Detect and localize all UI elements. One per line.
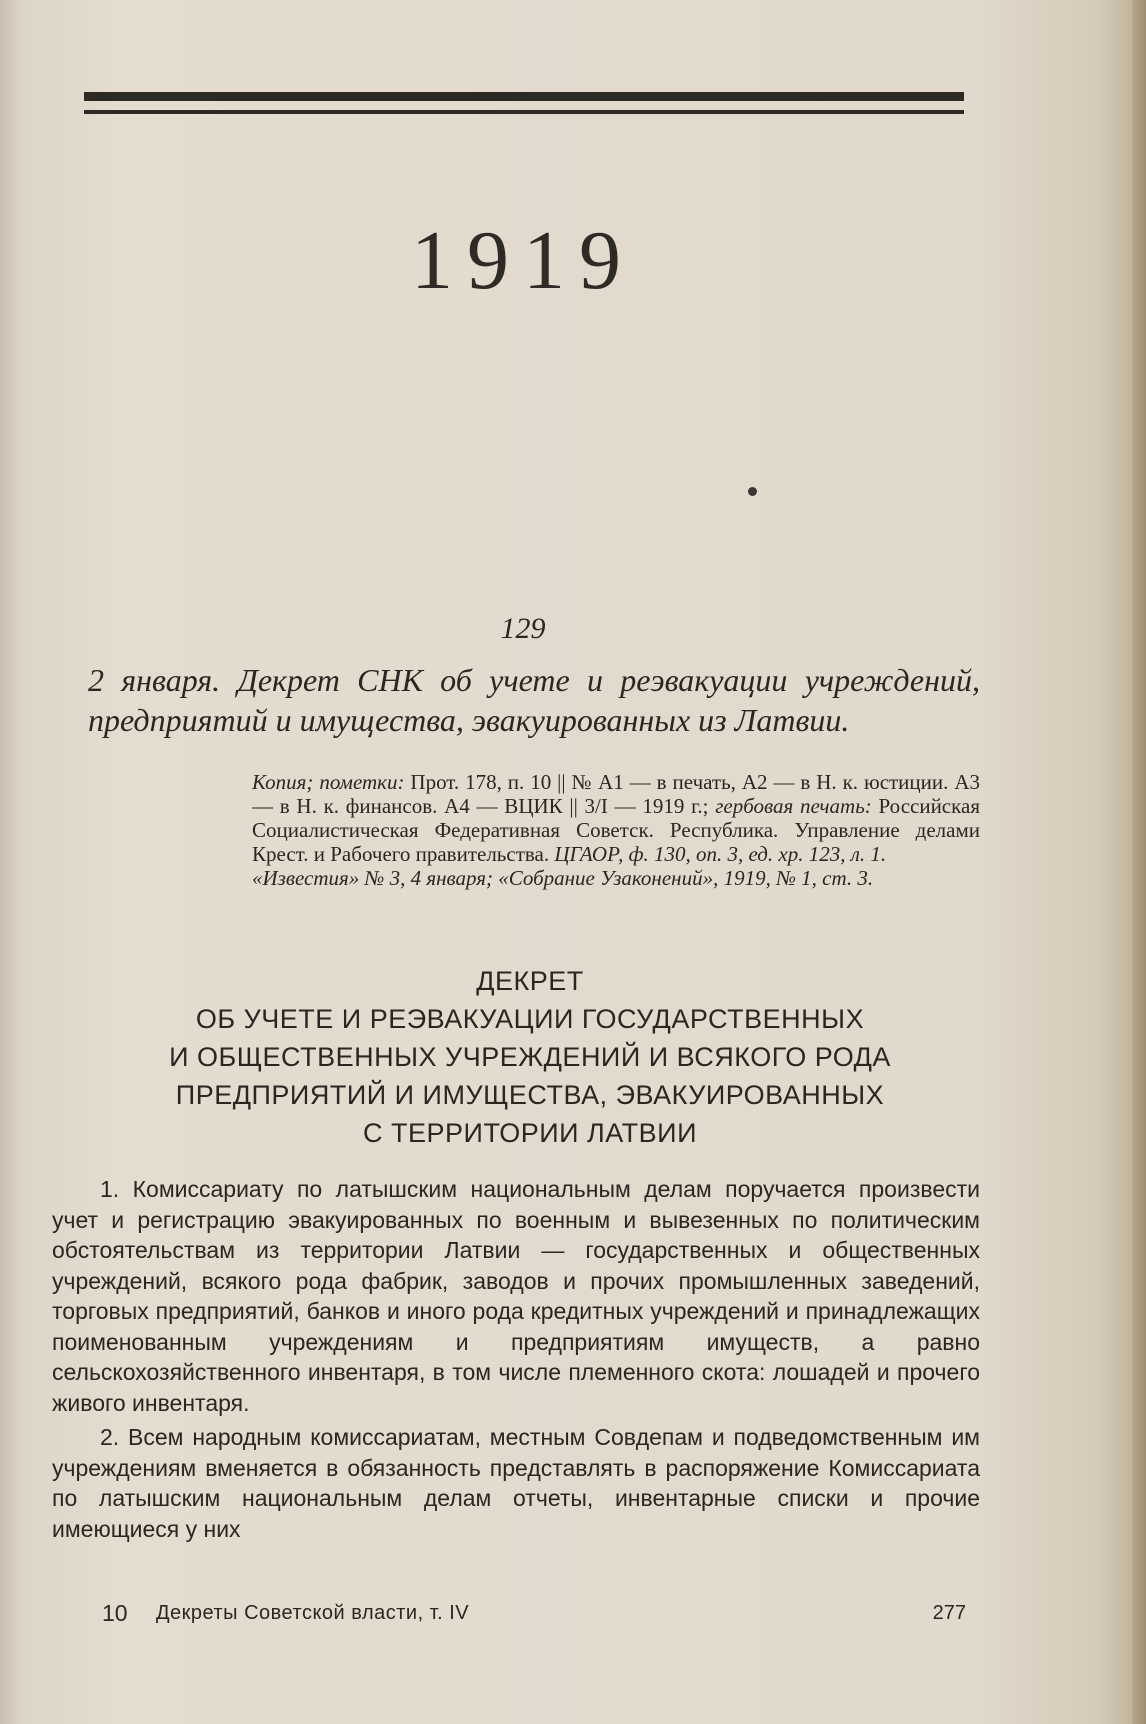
ink-dot (748, 487, 757, 496)
archive-reference: ЦГАОР, ф. 130, оп. 3, ед. хр. 123, л. 1. (554, 842, 887, 866)
paragraph-1: 1. Комиссариату по латышским национальным делам поручается произвести учет и регистрацию эвакуированных по военным и вывезенных по политическим обстоятельствам из территории Латвии — государственных и общественных учреждений, всякого рода фабрик, заводов и прочих промышленных заведений, торговых предприятий, банков и иного рода кредитных учреждений и принадлежащих поименованным учреждениям и предприятиям имуществ, а равно сельскохозяйственного инвентаря, в том числе племенного скота: лошадей и прочего живого инвентаря. (52, 1176, 980, 1416)
source-note (252, 770, 980, 890)
copy-text: Прот. 178, п. 10 || № А1 — в печать, А2 — в Н. к. юстиции. А3 — в Н. к. финансов. А4 — ВЦИК || 3/I — 1919 г.; (252, 770, 980, 818)
decree-title-line: ДЕКРЕТ (476, 966, 584, 996)
seal-label: гербовая печать: (715, 794, 872, 818)
copy-label: Копия; пометки: (252, 770, 405, 794)
document-headline: 2 января. Декрет СНК об учете и реэвакуации учреждений, предприятий и имущества, эвакуированных из Латвии. (88, 662, 980, 738)
decree-title-line: С ТЕРРИТОРИИ ЛАТВИИ (363, 1118, 697, 1148)
header-rule-thick (84, 92, 964, 101)
publication-reference: «Известия» № 3, 4 января; «Собрание Узаконений», 1919, № 1, ст. 3. (252, 866, 874, 890)
seal-text: Российская Социалистическая Федеративная Советск. Республика. Управление делами Крест. и Рабочего правительства. (252, 794, 980, 866)
source-publication-line (252, 866, 980, 890)
signature-number: 10 (102, 1600, 128, 1626)
signature-text: Декреты Советской власти, т. IV (156, 1602, 470, 1624)
header-rule-thin (84, 110, 964, 114)
decree-title-line: ОБ УЧЕТЕ И РЕЭВАКУАЦИИ ГОСУДАРСТВЕННЫХ (195, 1004, 865, 1034)
decree-title-line: ПРЕДПРИЯТИЙ И ИМУЩЕСТВА, ЭВАКУИРОВАННЫХ (175, 1080, 885, 1110)
decree-body (52, 1174, 980, 1548)
page-number: 277 (932, 1602, 966, 1624)
document-number: 129 (500, 612, 546, 645)
year-heading: 1919 (411, 214, 635, 307)
decree-title-line: И ОБЩЕСТВЕННЫХ УЧРЕЖДЕНИЙ И ВСЯКОГО РОДА (169, 1042, 891, 1072)
paragraph-2: 2. Всем народным комиссариатам, местным Совдепам и подведомственным им учреждениям вменяется в обязанность представлять в распоряжение Комиссариата по латышским национальным делам отчеты, инвентарные списки и прочие имеющиеся у них (52, 1424, 980, 1542)
page-edge-shadow (1132, 0, 1146, 1724)
source-copy-line (252, 770, 980, 866)
decree-title (60, 962, 1000, 1152)
